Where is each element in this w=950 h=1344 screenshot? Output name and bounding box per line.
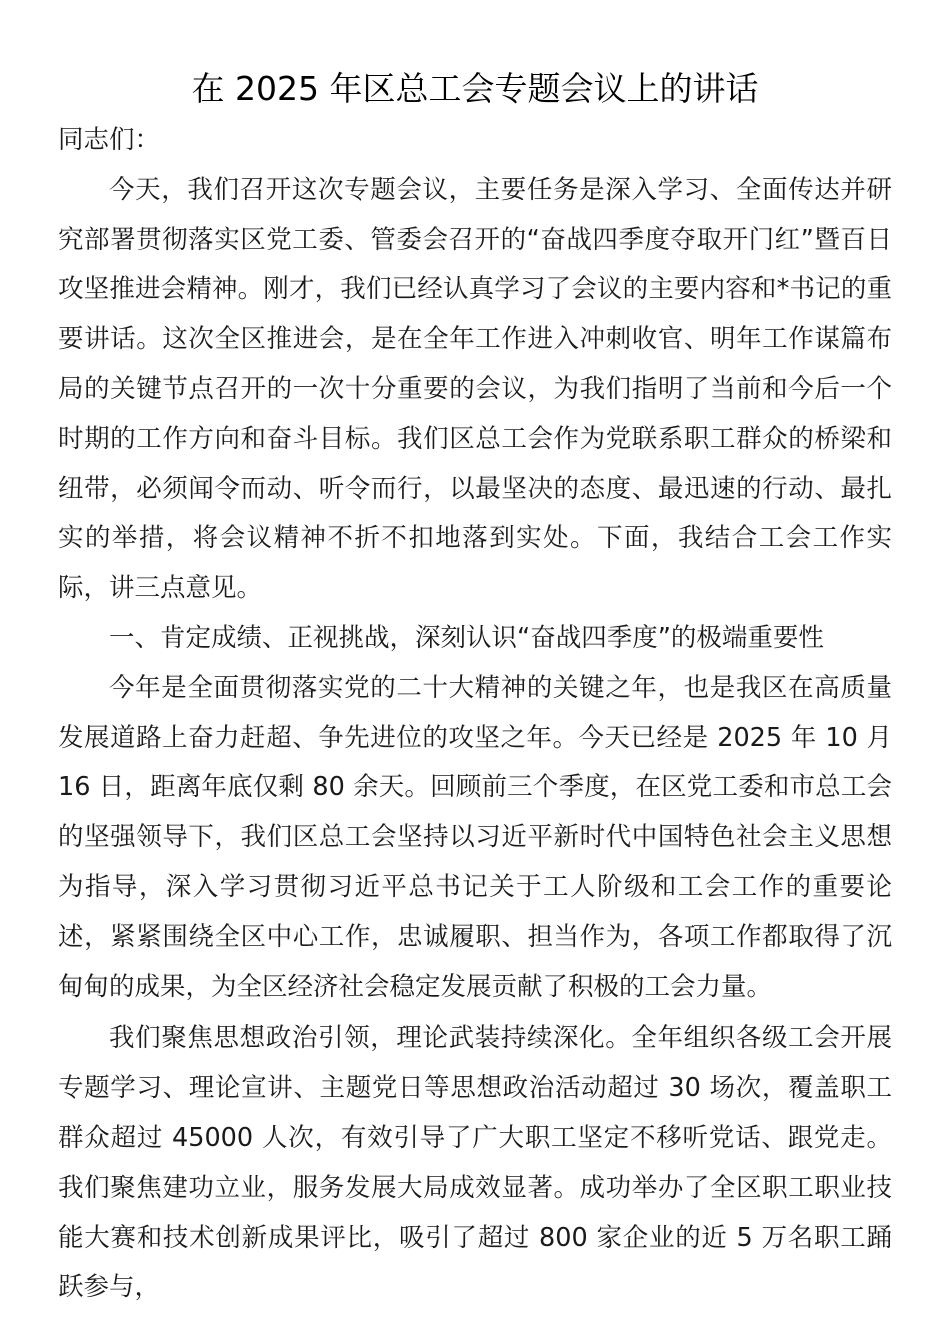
paragraph-achievements: 我们聚焦思想政治引领，理论武装持续深化。全年组织各级工会开展专题学习、理论宣讲、主题党日等思想政治活动超过 30 场次，覆盖职工群众超过 45000 人次，有效引导了广大职工坚定不移听党话、跟党走。我们聚焦建功立业，服务发展大局成效显著。成功举办了全区职工职业技能大赛和技术创新成果评比，吸引了超过 800 家企业的近 5 万名职工踊跃参与， <box>58 1023 892 1303</box>
paragraph-review: 今年是全面贯彻落实党的二十大精神的关键之年，也是我区在高质量发展道路上奋力赶超、争先进位的攻坚之年。今天已经是 2025 年 10 月 16 日，距离年底仅剩 80 余天。回顾前三个季度，在区党工委和市总工会的坚强领导下，我们区总工会坚持以习近平新时代中国特色社会主义思想为指导，深入学习贯彻习近平总书记关于工人阶级和工会工作的重要论述，紧紧围绕全区中心工作，忠诚履职、担当作为，各项工作都取得了沉甸甸的成果，为全区经济社会稳定发展贡献了积极的工会力量。 <box>58 672 892 1002</box>
paragraph-intro: 今天，我们召开这次专题会议，主要任务是深入学习、全面传达并研究部署贯彻落实区党工委、管委会召开的“奋战四季度夺取开门红”暨百日攻坚推进会精神。刚才，我们已经认真学习了会议的主要内容和*书记的重要讲话。这次全区推进会，是在全年工作进入冲刺收官、明年工作谋篇布局的关键节点召开的一次十分重要的会议，为我们指明了当前和今后一个时期的工作方向和奋斗目标。我们区总工会作为党联系职工群众的桥梁和纽带，必须闻令而动、听令而行，以最坚决的态度、最迅速的行动、最扎实的举措，将会议精神不折不扣地落到实处。下面，我结合工会工作实际，讲三点意见。 <box>58 174 892 604</box>
salutation: 同志们： <box>58 125 161 155</box>
document-title: 在 2025 年区总工会专题会议上的讲话 <box>191 69 759 108</box>
section-heading-1: 一、肯定成绩、正视挑战，深刻认识“奋战四季度”的极端重要性 <box>109 622 824 653</box>
document-body <box>58 116 892 1313</box>
